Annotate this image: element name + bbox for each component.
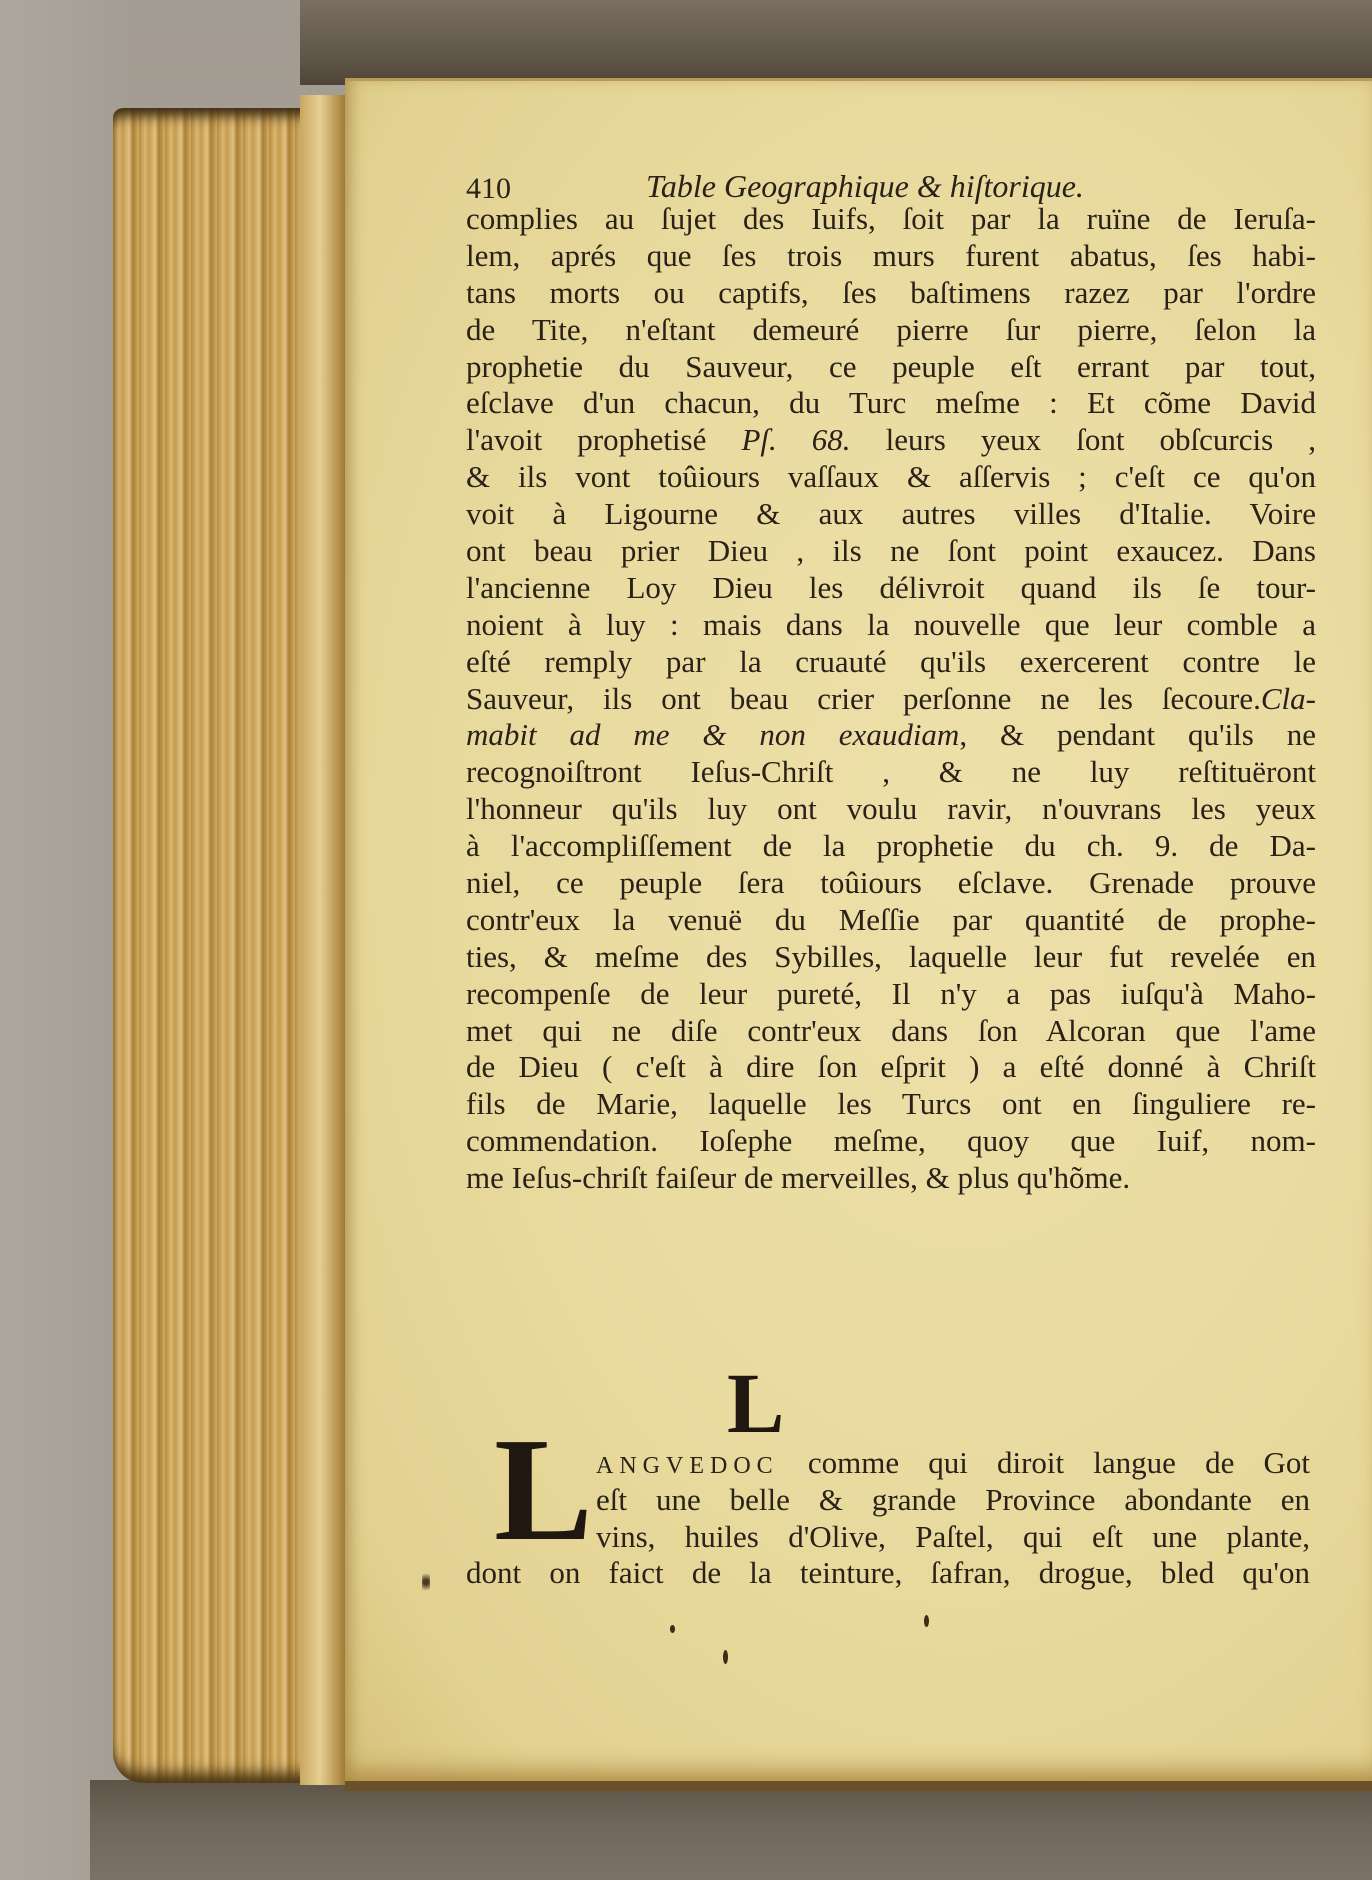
- body-text: [466, 201, 1316, 1197]
- page-number: 410: [466, 172, 511, 205]
- text-segment: comme qui diroit langue de Got: [807, 1445, 1310, 1480]
- text-line: dont on faict de la teinture, ſafran, drogue, bled qu'on: [466, 1555, 1310, 1590]
- text-line: lem, aprés que ſes trois murs furent abatus, ſes habi-: [466, 237, 1316, 273]
- text-segment: Sauveur, ils ont beau crier perſonne ne les ſecoure.: [466, 680, 1261, 716]
- text-segment: leurs yeux ſont obſcurcis ,: [885, 422, 1316, 458]
- paper-speck: [670, 1625, 675, 1633]
- running-title: Table Geographique & hiſtorique.: [646, 168, 1084, 204]
- smallcaps-word: ANGVEDOC: [596, 1453, 779, 1479]
- text-line: de Dieu ( c'eſt à dire ſon eſprit ) a eſté donné à Chriſt: [466, 1049, 1316, 1085]
- psalm-reference: Pſ. 68.: [741, 422, 851, 458]
- text-line: eſt une belle & grande Province abondante en: [596, 1481, 1310, 1517]
- text-line: eſté remply par la cruauté qu'ils exercerent contre le: [466, 643, 1316, 679]
- text-line: prophetie du Sauveur, ce peuple eſt errant par tout,: [466, 348, 1316, 384]
- text-segment: l'avoit prophetisé: [466, 422, 707, 458]
- background-shadow: [300, 0, 1372, 85]
- text-line: ont beau prier Dieu , ils ne ſont point exaucez. Dans: [466, 533, 1316, 569]
- section-paragraph: [596, 1445, 1310, 1556]
- background-wall: [0, 0, 130, 1880]
- text-line: recognoiſtront Ieſus-Chriſt , & ne luy reſtituëront: [466, 754, 1316, 790]
- section-paragraph-continued: [466, 1555, 1310, 1592]
- background-surface: [90, 1780, 1372, 1880]
- text-segment: , & pendant qu'ils ne: [959, 717, 1316, 753]
- text-line: met qui ne diſe contr'eux dans ſon Alcoran que l'ame: [466, 1012, 1316, 1048]
- text-line: complies au ſujet des Iuifs, ſoit par la ruïne de Ieruſa-: [466, 201, 1316, 236]
- latin-quote: Cla-: [1260, 680, 1316, 716]
- text-line: niel, ce peuple ſera toûiours eſclave. Grenade prouve: [466, 865, 1316, 901]
- text-line: à l'accompliſſement de la prophetie du ch. 9. de Da-: [466, 828, 1316, 864]
- text-line: [466, 422, 1316, 459]
- text-line: eſclave d'un chacun, du Turc meſme : Et cõme David: [466, 385, 1316, 421]
- book-page-stack: [300, 95, 350, 1785]
- text-line: [466, 681, 1316, 718]
- text-line: de Tite, n'eſtant demeuré pierre ſur pierre, ſelon la: [466, 311, 1316, 347]
- text-line: commendation. Ioſephe meſme, quoy que Iuif, nom-: [466, 1123, 1316, 1159]
- text-line: ties, & meſme des Sybilles, laquelle leur fut revelée en: [466, 938, 1316, 974]
- text-line: tans morts ou captifs, ſes baſtimens razez par l'ordre: [466, 274, 1316, 310]
- text-line: noient à luy : mais dans la nouvelle que leur comble a: [466, 606, 1316, 642]
- text-line: recompenſe de leur pureté, Il n'y a pas iuſqu'à Maho-: [466, 975, 1316, 1011]
- text-line: l'ancienne Loy Dieu les délivroit quand ils ſe tour-: [466, 569, 1316, 605]
- text-line: l'honneur qu'ils luy ont voulu ravir, n'ouvrans les yeux: [466, 791, 1316, 827]
- text-line: vins, huiles d'Olive, Paſtel, qui eſt une plante,: [596, 1518, 1310, 1554]
- paper-speck: [723, 1650, 728, 1664]
- margin-ink-mark: [422, 1570, 430, 1594]
- text-line: voit à Ligourne & aux autres villes d'Italie. Voire: [466, 496, 1316, 532]
- text-line: me Ieſus-chriſt faiſeur de merveilles, & plus qu'hõme.: [466, 1160, 1131, 1196]
- section-letter-heading: L: [727, 1355, 785, 1451]
- latin-quote: mabit ad me & non exaudiam: [466, 717, 960, 753]
- paper-speck: [924, 1615, 929, 1627]
- text-line: [596, 1445, 1310, 1482]
- text-line: [466, 717, 1316, 754]
- text-line: contr'eux la venuë du Meſſie par quantité de prophe-: [466, 901, 1316, 937]
- text-line: fils de Marie, laquelle les Turcs ont en ſinguliere re-: [466, 1086, 1316, 1122]
- drop-cap: L: [494, 1408, 593, 1572]
- text-line: & ils vont toûiours vaſſaux & aſſervis ; c'eſt ce qu'on: [466, 459, 1316, 495]
